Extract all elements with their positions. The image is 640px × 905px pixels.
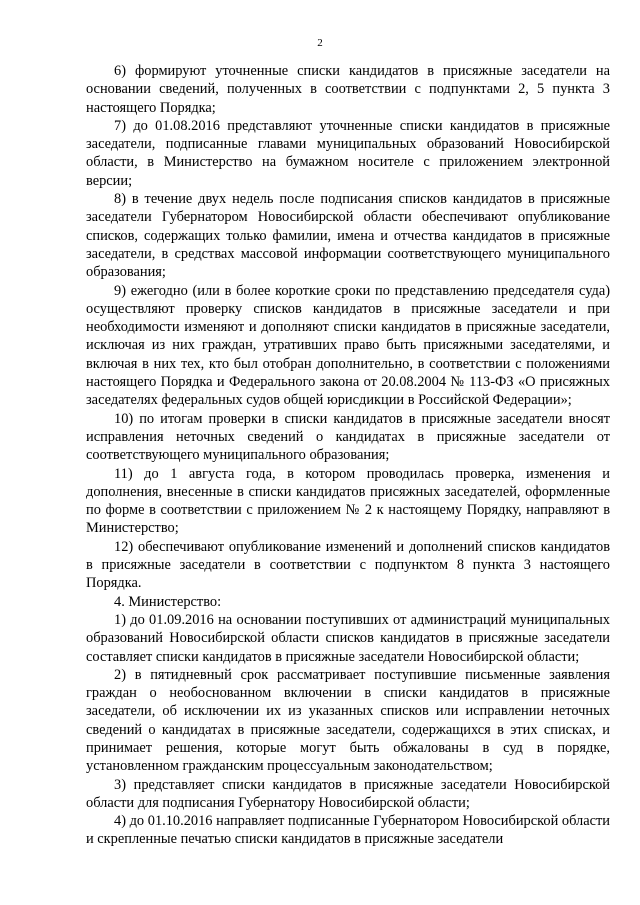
paragraph-ministry-3: 3) представляет списки кандидатов в присяжные заседатели Новосибирской области для подписания Губернатору Новосибирской области; bbox=[86, 776, 610, 811]
document-body bbox=[86, 62, 610, 849]
paragraph-item-10: 10) по итогам проверки в списки кандидатов в присяжные заседатели вносят исправления неточных сведений о кандидатах в присяжные заседатели от соответствующего муниципального образования; bbox=[86, 410, 610, 464]
paragraph-ministry-4: 4) до 01.10.2016 направляет подписанные Губернатором Новосибирской области и скрепленные печатью списки кандидатов в присяжные заседатели bbox=[86, 813, 610, 848]
paragraph-item-6: 6) формируют уточненные списки кандидатов в присяжные заседатели на основании сведений, полученных в соответствии с подпунктами 2, 5 пункта 3 настоящего Порядка; bbox=[86, 63, 610, 116]
paragraph-item-11: 11) до 1 августа года, в котором проводилась проверка, изменения и дополнения, внесенные в списки кандидатов присяжных заседателей, оформленные по форме в соответствии с приложением № 2 к настоящему Порядку, направляют в Министерство; bbox=[86, 465, 610, 537]
paragraph-item-12: 12) обеспечивают опубликование изменений и дополнений списков кандидатов в присяжные заседатели в соответствии с подпунктом 8 пункта 3 настоящего Порядка. bbox=[86, 538, 610, 592]
paragraph-ministry-1: 1) до 01.09.2016 на основании поступивших от администраций муниципальных образований Новосибирской области списков кандидатов в присяжные заседатели составляет списки кандидатов в присяжные заседатели Новосибирской области; bbox=[86, 611, 610, 665]
paragraph-item-7: 7) до 01.08.2016 представляют уточненные списки кандидатов в присяжные заседатели, подписанные главами муниципальных образований Новосибирской области, в Министерство на бумажном носителе с приложением электронной версии; bbox=[86, 117, 610, 189]
page-number: 2 bbox=[317, 37, 323, 49]
paragraph-item-8: 8) в течение двух недель после подписания списков кандидатов в присяжные заседатели Губернатором Новосибирской области обеспечивают опубликование списков, содержащих только фамилии, имена и отчества кандидатов в присяжные заседатели, в средствах массовой информации соответствующего муниципального образования; bbox=[86, 191, 610, 281]
paragraph-item-9: 9) ежегодно (или в более короткие сроки по представлению председателя суда) осуществляют проверку списков кандидатов в присяжные заседатели и при необходимости изменяют и дополняют списки кандидатов в присяжные заседатели, исключая из них граждан, утративших право быть присяжными заседателями, и включая в них тех, кто был отобран дополнительно, в соответствии с положениями настоящего Порядка и Федерального закона от 20.08.2004 № 113-ФЗ «О присяжных заседателях федеральных судов общей юрисдикции в Российской Федерации»; bbox=[86, 282, 610, 409]
section-heading-4: 4. Министерство: bbox=[114, 593, 222, 610]
paragraph-ministry-2: 2) в пятидневный срок рассматривает поступившие письменные заявления граждан о необоснованном включении в списки кандидатов в присяжные заседатели, об исключении их из указанных списков или исправлении неточных сведений о кандидатах в присяжные заседатели, содержащихся в этих списках, и принимает решения, которые могут быть обжалованы в суд в порядке, установленном гражданским процессуальным законодательством; bbox=[86, 666, 610, 775]
